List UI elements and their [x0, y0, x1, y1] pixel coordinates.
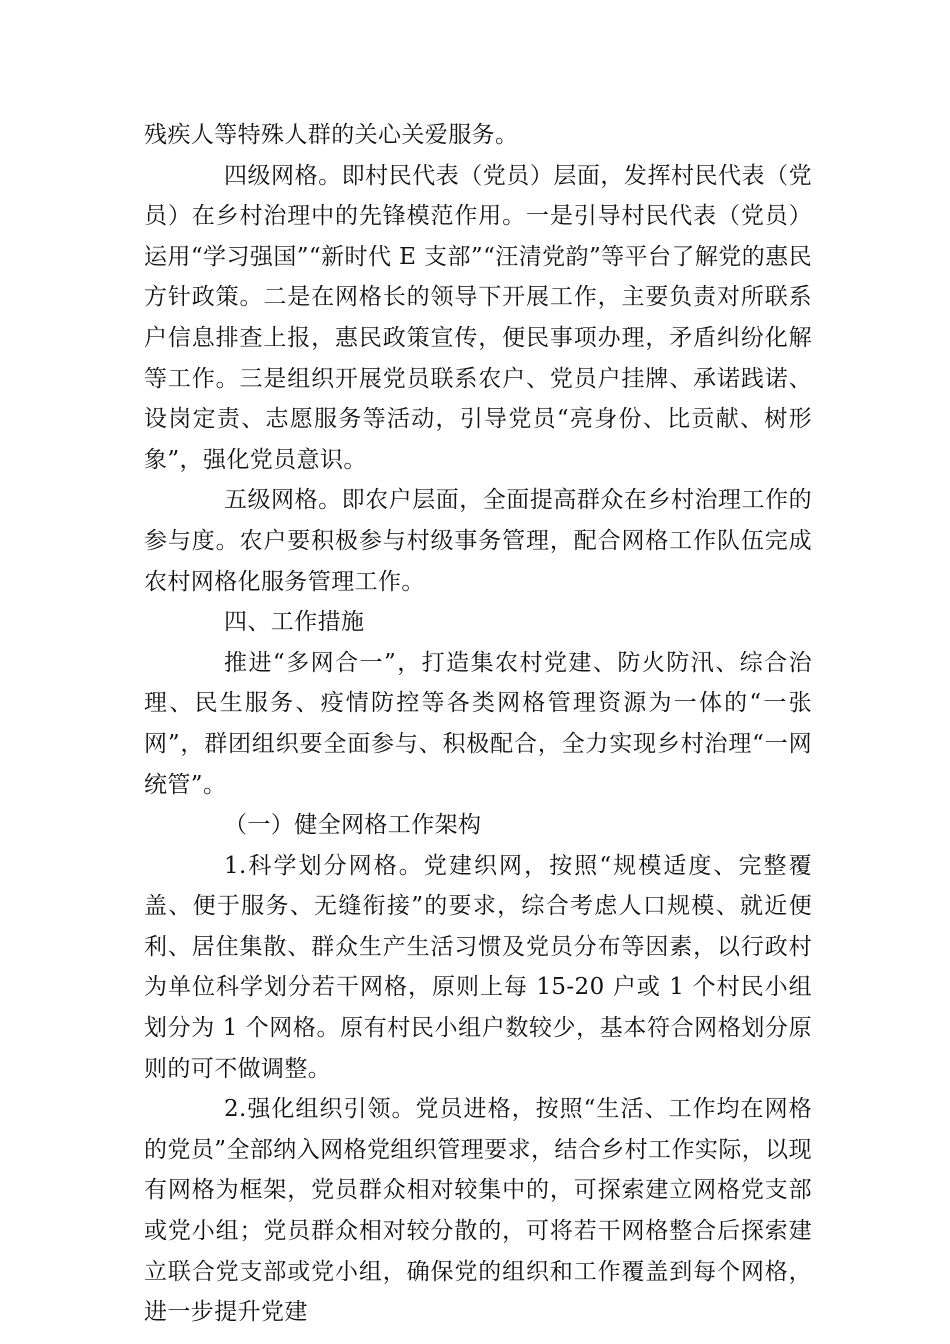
paragraph-organization-guidance: 2.强化组织引领。党员进格，按照“生活、工作均在网格的党员”全部纳入网格党组织管理要求，结合乡村工作实际，以现有网格为框架，党员群众相对较集中的，可探索建立网格党支部或党小组；党员群众相对较分散的，可将若干网格整合后探索建立联合党支部或党小组，确保党的组织和工作覆盖到每个网格，进一步提升党建	[144, 1096, 812, 1326]
paragraph-level-five-grid: 五级网格。即农户层面，全面提高群众在乡村治理工作的参与度。农户要积极参与村级事务管理，配合网格工作队伍完成农村网格化服务管理工作。	[144, 487, 812, 595]
paragraph-multi-network: 推进“多网合一”，打造集农村党建、防火防汛、综合治理、民生服务、疫情防控等各类网格管理资源为一体的“一张网”，群团组织要全面参与、积极配合，全力实现乡村治理“一网统管”。	[144, 649, 812, 798]
subsection-heading-grid-structure: （一）健全网格工作架构	[224, 812, 482, 839]
document-body	[144, 115, 812, 1333]
paragraph-continuation: 残疾人等特殊人群的关心关爱服务。	[144, 122, 519, 148]
paragraph-grid-division: 1.科学划分网格。党建织网，按照“规模适度、完整覆盖、便于服务、无缝衔接”的要求，综合考虑人口规模、就近便利、居住集散、群众生产生活习惯及党员分布等因素，以行政村为单位科学划分若干网格，原则上每 15-20 户或 1 个村民小组划分为 1 个网格。原有村民小组户数较少，基本符合网格划分原则的可不做调整。	[144, 852, 812, 1082]
section-heading-work-measures: 四、工作措施	[224, 609, 365, 636]
paragraph-level-four-grid: 四级网格。即村民代表（党员）层面，发挥村民代表（党员）在乡村治理中的先锋模范作用。一是引导村民代表（党员）运用“学习强国”“新时代 E 支部”“汪清党韵”等平台了解党的惠民方针政策。二是在网格长的领导下开展工作，主要负责对所联系户信息排查上报，惠民政策宣传，便民事项办理，矛盾纠纷化解等工作。三是组织开展党员联系农户、党员户挂牌、承诺践诺、设岗定责、志愿服务等活动，引导党员“亮身份、比贡献、树形象”，强化党员意识。	[144, 162, 812, 473]
